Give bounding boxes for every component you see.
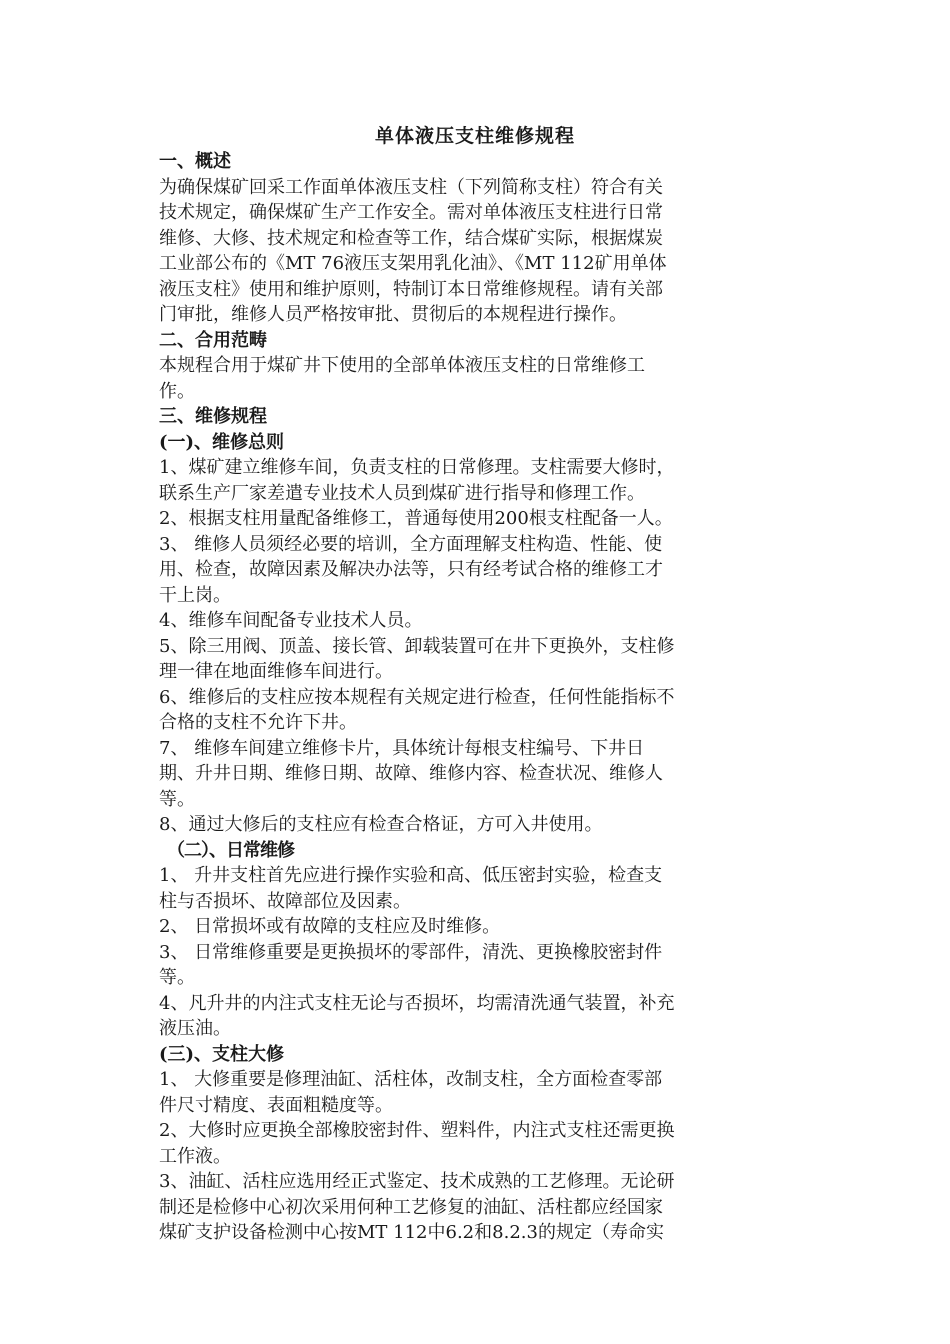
text-line: 1、煤矿建立维修车间，负责支柱的日常修理。支柱需要大修时， (159, 457, 675, 478)
text-line: 7、 维修车间建立维修卡片，具体统计每根支柱编号、下井日 (159, 737, 645, 759)
section-heading: (三)、支柱大修 (159, 1043, 285, 1065)
text-line: 制还是检修中心初次采用何种工艺修复的油缸、活柱都应经国家 (159, 1196, 663, 1218)
text-line: 8、通过大修后的支柱应有检查合格证，方可入井使用。 (159, 814, 603, 835)
section-heading: 三、维修规程 (159, 406, 267, 427)
text-line: 2、根据支柱用量配备维修工，普通每使用200根支柱配备一人。 (159, 508, 673, 529)
text-line: 煤矿支护设备检测中心按MT 112中6.2和8.2.3的规定（寿命实 (159, 1222, 664, 1243)
text-line: 联系生产厂家差遣专业技术人员到煤矿进行指导和修理工作。 (159, 482, 645, 504)
text-line: 3、油缸、活柱应选用经正式鉴定、技术成熟的工艺修理。无论研 (159, 1171, 675, 1192)
text-line: 维修、大修、技术规定和检查等工作，结合煤矿实际，根据煤炭 (159, 227, 663, 249)
text-line: 5、除三用阀、顶盖、接长管、卸载装置可在井下更换外，支柱修 (159, 635, 675, 657)
section-heading: 二、合用范畴 (159, 329, 267, 351)
text-line: 本规程合用于煤矿井下使用的全部单体液压支柱的日常维修工 (159, 355, 645, 376)
text-line: 等。 (159, 967, 195, 988)
text-line: 4、维修车间配备专业技术人员。 (159, 610, 423, 631)
text-line: 作。 (159, 380, 195, 402)
text-line: 3、 维修人员须经必要的培训，全方面理解支柱构造、性能、使 (159, 533, 663, 555)
text-line: 柱与否损坏、故障部位及因素。 (159, 890, 411, 912)
text-line: 2、 日常损坏或有故障的支柱应及时维修。 (159, 916, 501, 937)
text-line: 液压油。 (159, 1018, 231, 1039)
text-line: 用、检查，故障因素及解决办法等，只有经考试合格的维修工才 (159, 559, 663, 580)
text-line: 工作液。 (159, 1145, 231, 1167)
text-line: 2、大修时应更换全部橡胶密封件、塑料件，内注式支柱还需更换 (159, 1120, 675, 1141)
section-heading: （二）、日常维修 (167, 839, 294, 861)
text-line: 3、 日常维修重要是更换损坏的零部件，清洗、更换橡胶密封件 (159, 941, 663, 963)
text-line: 1、 大修重要是修理油缸、活柱体，改制支柱，全方面检查零部 (159, 1069, 663, 1090)
text-line: 合格的支柱不允许下井。 (159, 712, 357, 733)
document-title: 单体液压支柱维修规程 (374, 125, 575, 147)
text-line: 1、 升井支柱首先应进行操作实验和高、低压密封实验，检查支 (159, 865, 663, 886)
text-line: 等。 (159, 788, 195, 810)
text-line: 4、凡升井的内注式支柱无论与否损坏，均需清洗通气装置，补充 (159, 992, 675, 1014)
text-line: 技术规定，确保煤矿生产工作安全。需对单体液压支柱进行日常 (159, 202, 663, 223)
section-heading: 一、概述 (159, 151, 231, 172)
document-body (159, 149, 799, 1246)
text-line: 期、升井日期、维修日期、故障、维修内容、检查状况、维修人 (159, 763, 663, 784)
section-heading: (一)、维修总则 (159, 431, 285, 453)
text-line: 液压支柱》使用和维护原则，特制订本日常维修规程。请有关部 (159, 278, 663, 300)
text-line: 工业部公布的《MT 76液压支架用乳化油》、《MT 112矿用单体 (159, 253, 667, 274)
text-line: 门审批，维修人员严格按审批、贯彻后的本规程进行操作。 (159, 304, 627, 325)
text-line: 干上岗。 (159, 584, 231, 606)
text-line: 6、维修后的支柱应按本规程有关规定进行检查，任何性能指标不 (159, 686, 675, 708)
text-line: 理一律在地面维修车间进行。 (159, 661, 393, 682)
text-line: 为确保煤矿回采工作面单体液压支柱（下列简称支柱）符合有关 (159, 176, 663, 198)
text-line: 件尺寸精度、表面粗糙度等。 (159, 1094, 393, 1116)
